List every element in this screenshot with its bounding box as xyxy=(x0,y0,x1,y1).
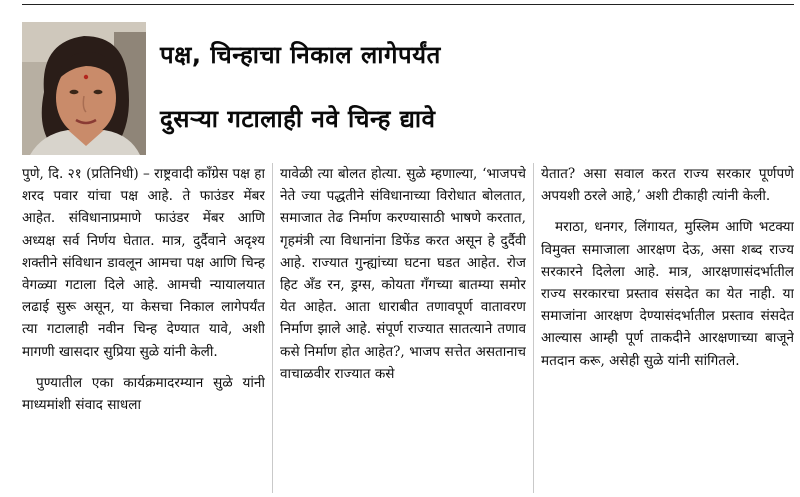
headline-line-1: पक्ष, चिन्हाचा निकाल लागेपर्यंत xyxy=(160,41,441,69)
paragraph-text: राष्ट्रवादी काँग्रेस पक्ष हा शरद पवार यांचा पक्ष आहे. ते फाउंडर मेंबर आहेत. संविधानाप्रमाणे फाउंडर मेंबर आणि अध्यक्ष सर्व निर्णय घेतात. मात्र, दुर्दैवाने अदृश्य शक्तीने संविधान डावलून आमचा पक्ष आणि चिन्ह वेगळ्या गटाला दिले आहे. आमची न्यायालयात लढाई सुरू असून, या केसचा निकाल लागेपर्यंत त्या गटालाही नवीन चिन्ह देण्यात यावे, अशी मागणी खासदार सुप्रिया सुळे यांनी केली. xyxy=(22,166,265,360)
article-paragraph: पुण्यातील एका कार्यक्रमादरम्यान सुळे यांनी माध्यमांशी संवाद साधला xyxy=(22,374,265,414)
top-rule xyxy=(22,4,794,5)
article-paragraph: मराठा, धनगर, लिंगायत, मुस्लिम आणि भटक्या विमुक्त समाजाला आरक्षण देऊ, असा शब्द राज्य सरकारने दिलेला आहे. मात्र, आरक्षणासंदर्भातील राज्य सरकारचा प्रस्ताव संसदेत का येत नाही. या समाजांना आरक्षण देण्यासंदर्भातील प्रस्ताव संसदेत आल्यास आम्ही पूर्ण ताकदीने आरक्षणाच्या बाजूने मतदान करू, असेही सुळे यांनी सांगितले. xyxy=(541,219,794,369)
column-divider xyxy=(272,163,273,493)
article-column-1 xyxy=(22,163,265,493)
article-column-2 xyxy=(280,163,526,493)
article-paragraph: यावेळी त्या बोलत होत्या. सुळे म्हणाल्या, ‘भाजपचे नेते ज्या पद्धतीने संविधानाच्या विरोधात बोलतात, समाजात तेढ निर्माण करण्यासाठी भाषणे करतात, गृहमंत्री त्या विधानांना डिफेंड करत असून हे दुर्दैवी आहे. राज्यात गुन्ह्यांच्या घटना घडत आहेत. रोज हिट अँड रन, ड्रग्स, कोयता गँगच्या बातम्या समोर येत आहेत. आता धाराबीत तणावपूर्ण वातावरण निर्माण झाले आहे. संपूर्ण राज्यात सातत्याने तणाव कसे निर्माण होत आहेत?, भाजप सत्तेत असतानाच वाचाळवीर राज्यात कसे xyxy=(280,166,526,382)
article-column-3 xyxy=(541,163,794,493)
column-divider xyxy=(533,163,534,493)
news-photo xyxy=(22,22,146,155)
portrait-photo-icon xyxy=(22,22,146,155)
headline-line-2: दुसऱ्या गटालाही नवे चिन्ह द्यावे xyxy=(160,105,436,133)
dateline: पुणे, दि. २१ (प्रतिनिधी) – xyxy=(22,166,150,182)
headline xyxy=(160,23,796,151)
article-paragraph xyxy=(22,163,265,363)
article-paragraph: येतात? असा सवाल करत राज्य सरकार पूर्णपणे अपयशी ठरले आहे,’ अशी टीकाही त्यांनी केली. xyxy=(541,166,794,205)
